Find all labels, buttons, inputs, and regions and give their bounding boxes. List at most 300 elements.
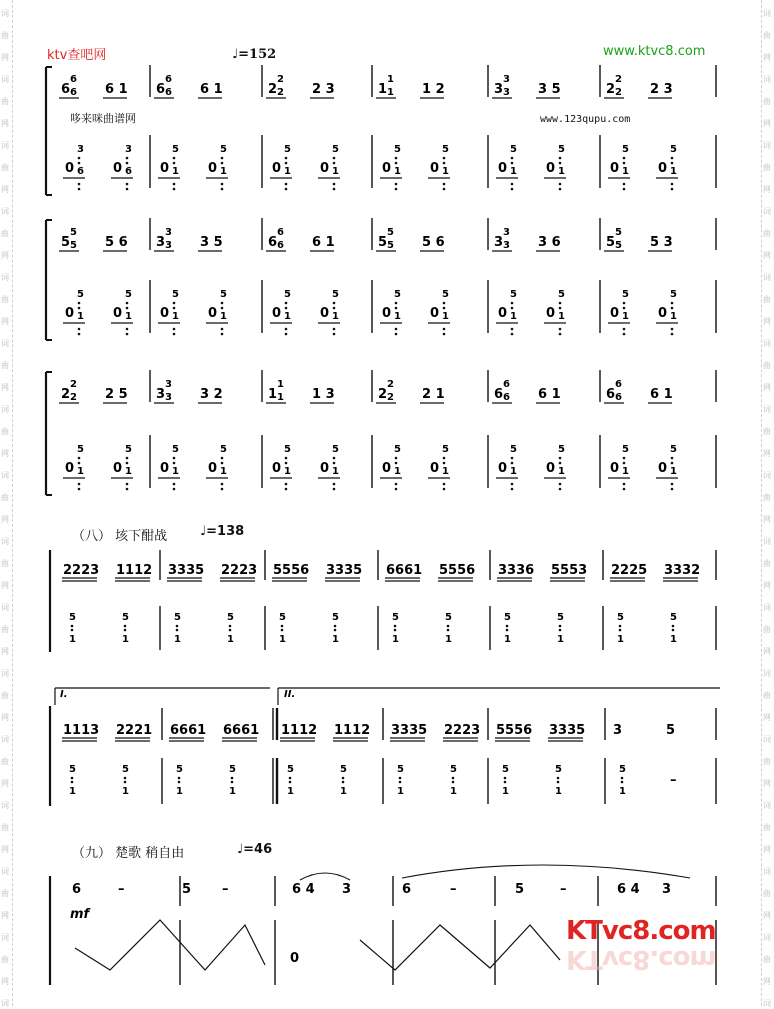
zigzag-line [360,925,560,970]
octave-dot [342,777,345,780]
octave-dot [511,462,514,465]
lower-note: 1 [619,786,626,797]
margin-glyph: 曲 [763,823,771,832]
octave-dot [289,781,292,784]
chord-lower-note: 6 [615,392,622,403]
lower-bottom-note: 1 [622,166,629,177]
lower-bottom-note: 6 [77,166,84,177]
octave-dot [285,183,288,186]
lower-bottom-note: 1 [622,466,629,477]
octave-dot [173,328,176,331]
beamed-notes: 6 1 [200,82,223,97]
octave-dot [623,188,626,191]
margin-glyph: 网 [1,779,9,788]
octave-dot [221,302,224,305]
beamed-notes: 3 2 [200,387,223,402]
octave-dot [671,483,674,486]
octave-dot [178,781,181,784]
lower-rest: 0 [546,461,556,476]
volta-2: II. [284,689,296,700]
chord-note: 5 [61,235,71,250]
lower-note: 1 [557,634,564,645]
lower-bottom-note: 1 [220,311,227,322]
sixteenth-group: 2225 [611,563,648,578]
sixteenth-group: 2223 [221,563,258,578]
lower-rest: 0 [113,161,123,176]
margin-glyph: 词 [763,933,771,942]
octave-dot [443,333,446,336]
octave-dot [443,183,446,186]
octave-dot [78,328,81,331]
octave-dot [126,457,129,460]
octave-dot [221,462,224,465]
lower-bottom-note: 1 [172,466,179,477]
margin-glyph: 网 [763,977,771,986]
octave-dot [395,188,398,191]
lower-rest: 0 [320,161,330,176]
octave-dot [559,162,562,165]
sixteenth-group: 1113 [63,723,100,738]
margin-glyph: 词 [1,405,9,414]
octave-dot [221,483,224,486]
section-9-title: （九） 楚歌 稍自由 [72,846,185,861]
margin-glyph: 曲 [1,295,9,304]
octave-dot [623,462,626,465]
octave-dot [506,629,509,632]
octave-dot [395,162,398,165]
margin-glyph: 网 [1,845,9,854]
sixteenth-group: 1112 [334,723,371,738]
chord-lower-note: 1 [277,392,284,403]
chord-upper-note: 6 [503,379,510,390]
octave-dot [126,483,129,486]
chord-upper-note: 6 [70,74,77,85]
margin-glyph: 曲 [763,757,771,766]
octave-dot [511,333,514,336]
lower-rest: 0 [430,461,440,476]
margin-glyph: 曲 [763,889,771,898]
free-note: 6 [72,882,82,897]
margin-glyph: 网 [763,383,771,392]
chord-upper-note: 3 [165,379,172,390]
octave-dot [126,302,129,305]
dynamic-mark: mf [70,907,90,922]
lower-upper-note: 5 [510,444,517,455]
octave-dot [443,162,446,165]
lower-note: 1 [504,634,511,645]
watermark-site-a: 哆来咪曲谱网 [70,112,136,125]
beamed-notes: 5 3 [650,235,673,250]
chord-note: 6 [268,235,278,250]
octave-dot [78,483,81,486]
lower-bottom-note: 1 [394,166,401,177]
sixteenth-group: 6661 [223,723,260,738]
free-note: – [118,882,125,897]
lower-note: 1 [392,634,399,645]
margin-glyph: 曲 [1,229,9,238]
octave-dot [671,333,674,336]
lower-upper-note: 5 [394,444,401,455]
margin-glyph: 词 [1,339,9,348]
octave-dot [559,629,562,632]
margin-glyph: 曲 [763,559,771,568]
watermark-ktvc8: www.ktvc8.com [603,44,706,59]
octave-dot [399,777,402,780]
lower-note: 1 [332,634,339,645]
chord-note: 3 [156,387,166,402]
margin-glyph: 词 [763,471,771,480]
margin-glyph: 网 [1,251,9,260]
margin-glyph: 词 [1,801,9,810]
lower-rest: 0 [658,461,668,476]
margin-glyph: 曲 [1,955,9,964]
beamed-notes: 1 3 [312,387,335,402]
chord-lower-note: 1 [387,87,394,98]
lower-note: 1 [450,786,457,797]
margin-glyph: 网 [1,911,9,920]
lower-note: 5 [227,612,234,623]
lower-upper-note: 5 [77,444,84,455]
margin-glyph: 网 [763,713,771,722]
lower-rest: 0 [208,461,218,476]
chord-lower-note: 2 [615,87,622,98]
octave-dot [221,157,224,160]
octave-dot [333,328,336,331]
lower-rest: 0 [610,461,620,476]
octave-dot [623,483,626,486]
octave-dot [623,328,626,331]
lower-note: 5 [332,612,339,623]
lower-note: 1 [227,634,234,645]
octave-dot [443,307,446,310]
lower-note: 1 [555,786,562,797]
octave-dot [334,629,337,632]
lower-bottom-note: 1 [622,311,629,322]
octave-dot [671,457,674,460]
chord-note: 6 [606,387,616,402]
octave-dot [231,777,234,780]
watermark-site-b: www.123qupu.com [540,114,631,125]
octave-dot [333,307,336,310]
free-note: – [222,882,229,897]
lower-upper-note: 5 [622,144,629,155]
lower-note: 1 [397,786,404,797]
lower-bottom-note: 1 [394,466,401,477]
lower-rest: 0 [320,306,330,321]
octave-dot [447,629,450,632]
margin-glyph: 曲 [1,625,9,634]
lower-note: 5 [504,612,511,623]
octave-dot [511,328,514,331]
lower-rest: 0 [272,461,282,476]
lower-bottom-note: 1 [670,466,677,477]
chord-lower-note: 2 [387,392,394,403]
chord-note: 1 [268,387,278,402]
octave-dot [623,302,626,305]
octave-dot [333,488,336,491]
lower-rest: 0 [208,306,218,321]
chord-upper-note: 1 [277,379,284,390]
lower-rest: 0 [113,461,123,476]
octave-dot [281,625,284,628]
margin-glyph: 曲 [1,31,9,40]
sixteenth-group: 3 [613,723,623,738]
sixteenth-group: 3335 [549,723,586,738]
chord-upper-note: 5 [615,227,622,238]
margin-glyph: 曲 [1,757,9,766]
slur [402,865,690,878]
lower-upper-note: 5 [172,289,179,300]
octave-dot [559,625,562,628]
margin-glyph: 曲 [1,493,9,502]
octave-dot [511,157,514,160]
lower-bottom-note: 1 [77,466,84,477]
sixteenth-group: 3332 [664,563,701,578]
octave-dot [395,483,398,486]
beamed-notes: 2 3 [650,82,673,97]
octave-dot [126,188,129,191]
margin-glyph: 网 [763,911,771,920]
chord-upper-note: 6 [277,227,284,238]
lower-upper-note: 3 [77,144,84,155]
octave-dot [78,183,81,186]
octave-dot [511,488,514,491]
octave-dot [126,462,129,465]
chord-lower-note: 6 [70,87,77,98]
beamed-notes: 6 1 [538,387,561,402]
margin-glyph: 曲 [1,427,9,436]
octave-dot [557,781,560,784]
lower-upper-note: 5 [558,144,565,155]
octave-dot [334,625,337,628]
lower-bottom-note: 1 [558,311,565,322]
octave-dot [333,162,336,165]
octave-dot [78,457,81,460]
octave-dot [672,625,675,628]
octave-dot [623,162,626,165]
chord-lower-note: 3 [165,392,172,403]
margin-glyph: 曲 [1,361,9,370]
lower-bottom-note: 1 [284,311,291,322]
lower-note: 5 [445,612,452,623]
lower-upper-note: 5 [510,144,517,155]
margin-glyph: 词 [1,933,9,942]
lower-upper-note: 5 [332,444,339,455]
octave-dot [124,781,127,784]
octave-dot [395,488,398,491]
octave-dot [559,307,562,310]
free-note: 5 [515,882,525,897]
octave-dot [285,307,288,310]
margin-glyph: 曲 [763,229,771,238]
octave-dot [221,328,224,331]
lower-note: 1 [617,634,624,645]
lower-rest: 0 [658,306,668,321]
lower-note: 1 [174,634,181,645]
octave-dot [621,777,624,780]
octave-dot [285,328,288,331]
sixteenth-group: 6661 [170,723,207,738]
beamed-notes: 3 5 [538,82,561,97]
chord-upper-note: 1 [387,74,394,85]
margin-glyph: 曲 [763,295,771,304]
chord-lower-note: 6 [503,392,510,403]
margin-glyph: 词 [763,273,771,282]
chord-upper-note: 2 [615,74,622,85]
lower-bottom-note: 1 [172,166,179,177]
octave-dot [285,188,288,191]
chord-upper-note: 3 [165,227,172,238]
margin-glyph: 词 [763,735,771,744]
lower-bottom-note: 1 [510,466,517,477]
lower-upper-note: 5 [125,289,132,300]
chord-upper-note: 2 [70,379,77,390]
margin-glyph: 网 [1,581,9,590]
octave-dot [285,488,288,491]
octave-dot [559,488,562,491]
lower-rest: 0 [65,161,75,176]
lower-note: 5 [555,764,562,775]
slur [300,873,350,880]
octave-dot [342,781,345,784]
octave-dot [619,625,622,628]
ktvc8-logo-reflection: KTvc8.com [566,944,716,974]
lower-rest: 0 [430,161,440,176]
octave-dot [173,457,176,460]
octave-dot [443,462,446,465]
lower-note: 5 [340,764,347,775]
tempo-section-7: ♩=152 [232,47,277,62]
octave-dot [229,625,232,628]
lower-rest: 0 [498,161,508,176]
beamed-notes: 6 1 [312,235,335,250]
margin-glyph: 词 [763,669,771,678]
octave-dot [394,629,397,632]
octave-dot [672,629,675,632]
octave-dot [333,157,336,160]
octave-dot [443,328,446,331]
chord-note: 3 [156,235,166,250]
octave-dot [285,302,288,305]
octave-dot [671,462,674,465]
margin-glyph: 词 [1,999,9,1008]
octave-dot [221,307,224,310]
octave-dot [395,302,398,305]
lower-bottom-note: 1 [670,311,677,322]
octave-dot [231,781,234,784]
margin-glyph: 曲 [1,97,9,106]
octave-dot [559,462,562,465]
beamed-notes: 2 5 [105,387,128,402]
octave-dot [124,629,127,632]
margin-glyph: 词 [763,75,771,84]
lower-upper-note: 5 [394,289,401,300]
lower-bottom-note: 1 [332,466,339,477]
lower-upper-note: 5 [442,444,449,455]
lower-note: 5 [502,764,509,775]
lower-note: 5 [122,612,129,623]
octave-dot [78,333,81,336]
chord-note: 2 [61,387,71,402]
octave-dot [623,457,626,460]
chord-note: 5 [606,235,616,250]
chord-lower-note: 2 [277,87,284,98]
octave-dot [281,629,284,632]
octave-dot [452,781,455,784]
octave-dot [126,183,129,186]
octave-dot [178,777,181,780]
chord-note: 5 [378,235,388,250]
lower-rest: 0 [610,161,620,176]
lower-bottom-note: 1 [670,166,677,177]
margin-glyph: 曲 [763,427,771,436]
lower-note: 1 [69,786,76,797]
lower-upper-note: 5 [284,289,291,300]
lower-bottom-note: 1 [77,311,84,322]
octave-dot [126,157,129,160]
chord-note: 1 [378,82,388,97]
lower-note: 1 [176,786,183,797]
chord-note: 6 [156,82,166,97]
octave-dot [623,488,626,491]
lower-note: 1 [670,634,677,645]
octave-dot [443,488,446,491]
octave-dot [229,629,232,632]
margin-glyph: 网 [763,251,771,260]
free-note: 3 [342,882,352,897]
sixteenth-group: 3335 [168,563,205,578]
lower-bottom-note: 1 [125,466,132,477]
lower-upper-note: 5 [670,289,677,300]
sixteenth-group: 5556 [496,723,533,738]
lower-upper-note: 5 [442,144,449,155]
margin-glyph: 网 [1,977,9,986]
margin-glyph: 词 [1,669,9,678]
beamed-notes: 2 3 [312,82,335,97]
lower-upper-note: 5 [558,289,565,300]
lower-note: 5 [69,764,76,775]
lower-bottom-note: 1 [332,166,339,177]
margin-glyph: 网 [1,383,9,392]
chord-note: 3 [494,82,504,97]
sixteenth-group: 2221 [116,723,153,738]
lower-upper-note: 5 [332,289,339,300]
octave-dot [71,625,74,628]
beamed-notes: 1 2 [422,82,445,97]
lower-rest: 0 [208,161,218,176]
margin-glyph: 网 [763,53,771,62]
octave-dot [78,302,81,305]
octave-dot [173,483,176,486]
margin-glyph: 网 [1,119,9,128]
octave-dot [671,188,674,191]
margin-glyph: 词 [763,9,771,18]
octave-dot [504,781,507,784]
lower-note: 5 [670,612,677,623]
free-note: 6 [402,882,412,897]
octave-dot [399,781,402,784]
lower-note: 5 [392,612,399,623]
margin-glyph: 词 [1,867,9,876]
chord-upper-note: 2 [277,74,284,85]
octave-dot [285,483,288,486]
margin-glyph: 网 [1,317,9,326]
octave-dot [176,629,179,632]
octave-dot [452,777,455,780]
margin-glyph: 词 [1,75,9,84]
octave-dot [285,157,288,160]
octave-dot [394,625,397,628]
